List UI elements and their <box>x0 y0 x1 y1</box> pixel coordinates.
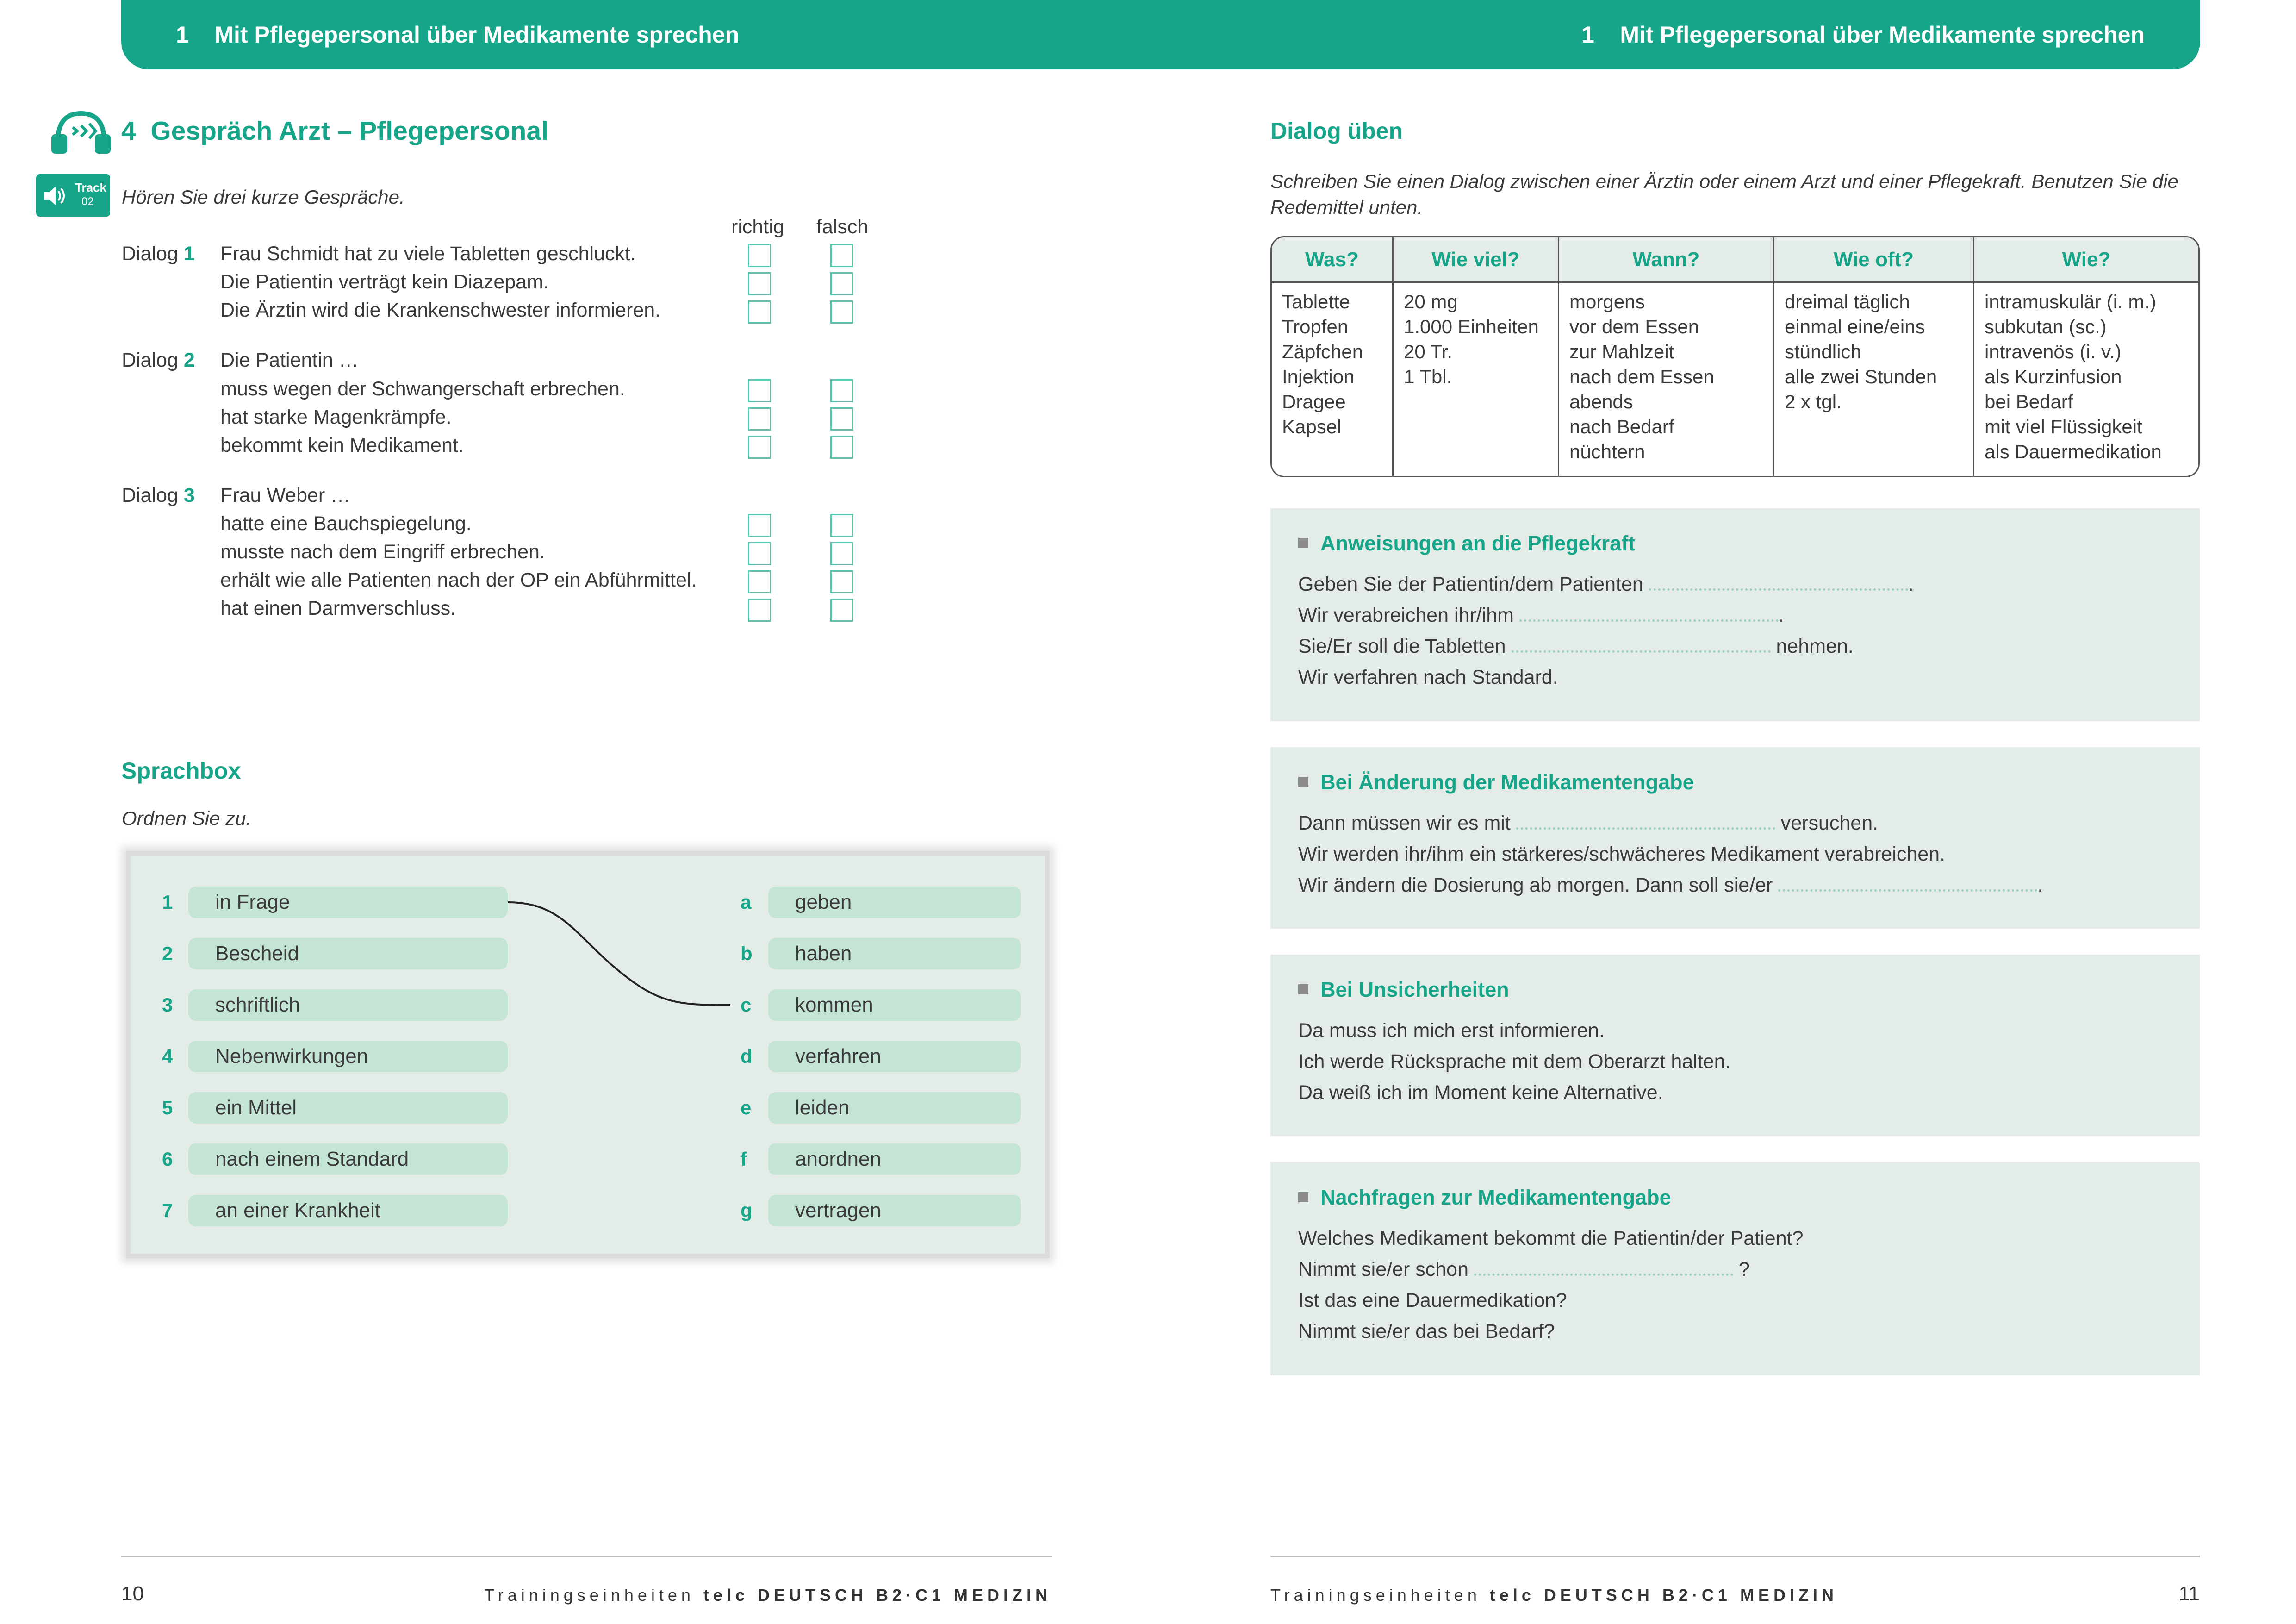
checkbox-richtig[interactable] <box>748 599 771 622</box>
box-title-text: Bei Änderung der Medikamentengabe <box>1320 770 1694 794</box>
cell-item: nüchtern <box>1569 441 1645 462</box>
blank-field[interactable] <box>1474 1259 1733 1276</box>
left-num: 2 <box>162 943 173 964</box>
statement: hat starke Magenkrämpfe. <box>220 406 452 428</box>
box-title <box>1298 1186 1671 1210</box>
blank-field[interactable] <box>1649 574 1908 591</box>
footer-text-right <box>1270 1586 1838 1605</box>
cell-item: nach Bedarf <box>1569 416 1674 437</box>
footer-brand: telc DEUTSCH B2·C1 MEDIZIN <box>1489 1586 1838 1605</box>
aenderung-box <box>1270 747 2200 929</box>
checkbox-richtig[interactable] <box>748 300 771 324</box>
dialog-intro: Die Patientin … <box>220 349 359 371</box>
left-item[interactable]: an einer Krankheit <box>188 1195 508 1226</box>
cell-item: 1 Tbl. <box>1404 366 1452 387</box>
speaker-icon <box>43 184 67 210</box>
right-item[interactable]: leiden <box>768 1092 1021 1124</box>
right-letter: d <box>740 1045 753 1067</box>
table-header: Wann? <box>1559 237 1774 283</box>
checkbox-falsch[interactable] <box>830 244 853 267</box>
bullet-square-icon <box>1298 538 1308 548</box>
dialog-1-label <box>122 240 195 268</box>
page-number-left: 10 <box>121 1582 144 1605</box>
right-item[interactable]: geben <box>768 887 1021 918</box>
left-num: 7 <box>162 1199 173 1221</box>
phrase-line: Wir verfahren nach Standard. <box>1298 666 1558 688</box>
left-num: 3 <box>162 994 173 1016</box>
table-header: Wie viel? <box>1394 237 1559 283</box>
phrase-line: Wir werden ihr/ihm ein stärkeres/schwächeres Medikament verabreichen. <box>1298 843 1946 865</box>
right-item[interactable]: verfahren <box>768 1041 1021 1072</box>
phrase-text: . <box>2037 874 2043 896</box>
cell-item: subkutan (sc.) <box>1985 316 2107 337</box>
phrase-text: versuchen. <box>1780 812 1879 834</box>
checkbox-richtig[interactable] <box>748 379 771 402</box>
track-badge[interactable] <box>36 174 110 217</box>
bullet-square-icon <box>1298 777 1308 787</box>
table-cell <box>1394 283 1559 476</box>
exercise-instruction: Hören Sie drei kurze Gespräche. <box>122 186 405 208</box>
checkbox-richtig[interactable] <box>748 244 771 267</box>
dialog-uben-title: Dialog üben <box>1270 118 1403 144</box>
box-title <box>1298 770 1694 794</box>
cell-item: Dragee <box>1282 391 1346 412</box>
cell-item: Injektion <box>1282 366 1355 387</box>
sprachbox-title: Sprachbox <box>121 758 241 784</box>
dialog-2-label <box>122 346 195 375</box>
phrase-text: . <box>1908 573 1914 595</box>
sprachbox-instruction: Ordnen Sie zu. <box>122 807 252 829</box>
exercise-4-heading <box>121 116 548 146</box>
checkbox-falsch[interactable] <box>830 300 853 324</box>
statement: muss wegen der Schwangerschaft erbrechen. <box>220 378 625 400</box>
phrase-line: Da muss ich mich erst informieren. <box>1298 1019 1605 1042</box>
left-item[interactable]: Bescheid <box>188 938 508 969</box>
dialog-num: 2 <box>183 349 195 371</box>
right-item[interactable]: vertragen <box>768 1195 1021 1226</box>
cell-item: mit viel Flüssigkeit <box>1985 416 2142 437</box>
cell-item: intravenös (i. v.) <box>1985 341 2122 362</box>
dialog-uben-instruction <box>1270 169 2201 220</box>
checkbox-falsch[interactable] <box>830 514 853 537</box>
checkbox-falsch[interactable] <box>830 599 853 622</box>
page-number-right: 11 <box>2178 1582 2200 1605</box>
checkbox-falsch[interactable] <box>830 570 853 593</box>
cell-item: Tropfen <box>1282 316 1349 337</box>
dialog-label: Dialog <box>122 484 178 506</box>
cell-item: Tablette <box>1282 291 1350 312</box>
right-letter: e <box>740 1097 752 1118</box>
dosage-table <box>1270 236 2200 477</box>
track-label: Track <box>75 181 106 194</box>
checkbox-richtig[interactable] <box>748 407 771 431</box>
right-item[interactable]: kommen <box>768 989 1021 1021</box>
table-cell <box>1272 283 1394 476</box>
checkbox-richtig[interactable] <box>748 436 771 459</box>
table-header: Wie? <box>1974 237 2198 283</box>
checkbox-falsch[interactable] <box>830 542 853 565</box>
blank-field[interactable] <box>1778 875 2037 892</box>
box-title-text: Nachfragen zur Medikamentengabe <box>1320 1186 1671 1209</box>
column-falsch: falsch <box>816 216 869 238</box>
phrase-text: Wir ändern die Dosierung ab morgen. Dann soll sie/er <box>1298 874 1773 896</box>
cell-item: 20 Tr. <box>1404 341 1453 362</box>
header-title-right: 1 Mit Pflegepersonal über Medikamente sprechen <box>1581 22 2145 48</box>
phrase-text: Dann müssen wir es mit <box>1298 812 1511 834</box>
right-letter: a <box>740 891 752 913</box>
bullet-square-icon <box>1298 984 1308 994</box>
checkbox-richtig[interactable] <box>748 542 771 565</box>
dialog-3-label <box>122 481 195 510</box>
exercise-number: 4 <box>121 116 136 146</box>
phrase-line: Welches Medikament bekommt die Patientin/der Patient? <box>1298 1227 1804 1249</box>
blank-field[interactable] <box>1516 813 1775 830</box>
right-item[interactable]: anordnen <box>768 1143 1021 1175</box>
left-item[interactable]: nach einem Standard <box>188 1143 508 1175</box>
cell-item: dreimal täglich <box>1785 291 1910 312</box>
statement: erhält wie alle Patienten nach der OP ein Abführmittel. <box>220 569 697 591</box>
cell-item: 2 x tgl. <box>1785 391 1842 412</box>
statement: musste nach dem Eingriff erbrechen. <box>220 541 545 563</box>
checkbox-falsch[interactable] <box>830 272 853 295</box>
dialog-intro: Frau Weber … <box>220 484 351 506</box>
box-title-text: Bei Unsicherheiten <box>1320 978 1509 1001</box>
left-item[interactable]: in Frage <box>188 887 508 918</box>
statement: hat einen Darmverschluss. <box>220 597 456 619</box>
box-title <box>1298 531 1635 556</box>
footer-series: Trainingseinheiten <box>1270 1586 1481 1605</box>
blank-field[interactable] <box>1519 605 1779 622</box>
dialog-num: 3 <box>183 484 195 506</box>
sprachbox-panel <box>126 851 1050 1258</box>
left-item[interactable]: Nebenwirkungen <box>188 1041 508 1072</box>
cell-item: als Kurzinfusion <box>1985 366 2122 387</box>
phrase-text: Nimmt sie/er schon <box>1298 1258 1468 1280</box>
header-title-left: 1 Mit Pflegepersonal über Medikamente sprechen <box>176 22 740 48</box>
header-right <box>1157 0 2200 69</box>
phrase-line <box>1298 874 2043 897</box>
checkbox-richtig[interactable] <box>748 570 771 593</box>
table-cell <box>1974 283 2198 476</box>
table-cell <box>1774 283 1974 476</box>
exercise-title: Gespräch Arzt – Pflegepersonal <box>150 116 548 146</box>
checkbox-falsch[interactable] <box>830 436 853 459</box>
box-title-text: Anweisungen an die Pflegekraft <box>1320 531 1636 555</box>
instruction-line: Redemittel unten. <box>1270 196 1423 218</box>
box-title <box>1298 978 1509 1002</box>
anweisungen-box <box>1270 508 2200 721</box>
phrase-line <box>1298 635 1854 658</box>
table-row <box>1272 283 2198 476</box>
right-item[interactable]: haben <box>768 938 1021 969</box>
footer-brand: telc DEUTSCH B2·C1 MEDIZIN <box>703 1586 1052 1605</box>
cell-item: Zäpfchen <box>1282 341 1363 362</box>
cell-item: Kapsel <box>1282 416 1342 437</box>
checkbox-falsch[interactable] <box>830 379 853 402</box>
unsicherheiten-box <box>1270 955 2200 1136</box>
statement: hatte eine Bauchspiegelung. <box>220 512 472 535</box>
statement: Die Ärztin wird die Krankenschwester informieren. <box>220 299 661 321</box>
cell-item: einmal eine/eins <box>1785 316 1925 337</box>
cell-item: abends <box>1569 391 1633 412</box>
phrase-line <box>1298 573 1914 596</box>
header-left <box>121 0 1158 69</box>
phrase-line <box>1298 1258 1750 1281</box>
right-letter: g <box>740 1199 753 1221</box>
statement: Die Patientin verträgt kein Diazepam. <box>220 271 549 293</box>
dialog-num: 1 <box>183 243 195 265</box>
footer-series: Trainingseinheiten <box>484 1586 695 1605</box>
cell-item: intramuskulär (i. m.) <box>1985 291 2157 312</box>
right-letter: f <box>740 1148 747 1170</box>
cell-item: morgens <box>1569 291 1645 312</box>
track-number: 02 <box>81 195 94 208</box>
cell-item: vor dem Essen <box>1569 316 1699 337</box>
dialog-label: Dialog <box>122 349 178 371</box>
phrase-text: Wir verabreichen ihr/ihm <box>1298 604 1514 626</box>
phrase-line: Da weiß ich im Moment keine Alternative. <box>1298 1081 1663 1104</box>
left-num: 5 <box>162 1097 173 1118</box>
phrase-line: Ich werde Rücksprache mit dem Oberarzt halten. <box>1298 1050 1731 1073</box>
left-item[interactable]: ein Mittel <box>188 1092 508 1124</box>
connector-line <box>131 856 1045 1254</box>
phrase-line: Nimmt sie/er das bei Bedarf? <box>1298 1320 1555 1343</box>
left-num: 6 <box>162 1148 173 1170</box>
table-cell <box>1559 283 1774 476</box>
cell-item: 20 mg <box>1404 291 1458 312</box>
right-letter: c <box>740 994 752 1016</box>
footer-rule-right <box>1270 1556 2200 1557</box>
left-num: 1 <box>162 891 173 913</box>
table-header: Was? <box>1272 237 1394 283</box>
table-header: Wie oft? <box>1774 237 1974 283</box>
cell-item: stündlich <box>1785 341 1861 362</box>
cell-item: zur Mahlzeit <box>1569 341 1674 362</box>
phrase-text: Sie/Er soll die Tabletten <box>1298 635 1506 657</box>
right-letter: b <box>740 943 753 964</box>
cell-item: als Dauermedikation <box>1985 441 2162 462</box>
checkbox-richtig[interactable] <box>748 272 771 295</box>
phrase-line <box>1298 604 1784 627</box>
phrase-text: Geben Sie der Patientin/dem Patienten <box>1298 573 1643 595</box>
phrase-line <box>1298 812 1878 835</box>
dialog-label: Dialog <box>122 243 178 265</box>
left-item[interactable]: schriftlich <box>188 989 508 1021</box>
footer-text-left <box>484 1586 1052 1605</box>
headphones-icon <box>49 109 113 155</box>
blank-field[interactable] <box>1512 636 1771 653</box>
cell-item: 1.000 Einheiten <box>1404 316 1539 337</box>
checkbox-falsch[interactable] <box>830 407 853 431</box>
nachfragen-box <box>1270 1162 2200 1375</box>
phrase-text: ? <box>1738 1258 1750 1280</box>
column-richtig: richtig <box>731 216 784 238</box>
checkbox-richtig[interactable] <box>748 514 771 537</box>
phrase-text: nehmen. <box>1776 635 1854 657</box>
footer-rule-left <box>121 1556 1052 1557</box>
instruction-line: Schreiben Sie einen Dialog zwischen einer Ärztin oder einem Arzt und einer Pflegekraft. Benutzen Sie die <box>1270 170 2178 192</box>
statement: bekommt kein Medikament. <box>220 434 464 456</box>
left-num: 4 <box>162 1045 173 1067</box>
phrase-text: . <box>1778 604 1784 626</box>
bullet-square-icon <box>1298 1192 1308 1202</box>
cell-item: alle zwei Stunden <box>1785 366 1937 387</box>
cell-item: nach dem Essen <box>1569 366 1714 387</box>
phrase-line: Ist das eine Dauermedikation? <box>1298 1289 1567 1312</box>
table-header-row <box>1272 237 2198 283</box>
cell-item: bei Bedarf <box>1985 391 2073 412</box>
statement: Frau Schmidt hat zu viele Tabletten geschluckt. <box>220 243 636 265</box>
